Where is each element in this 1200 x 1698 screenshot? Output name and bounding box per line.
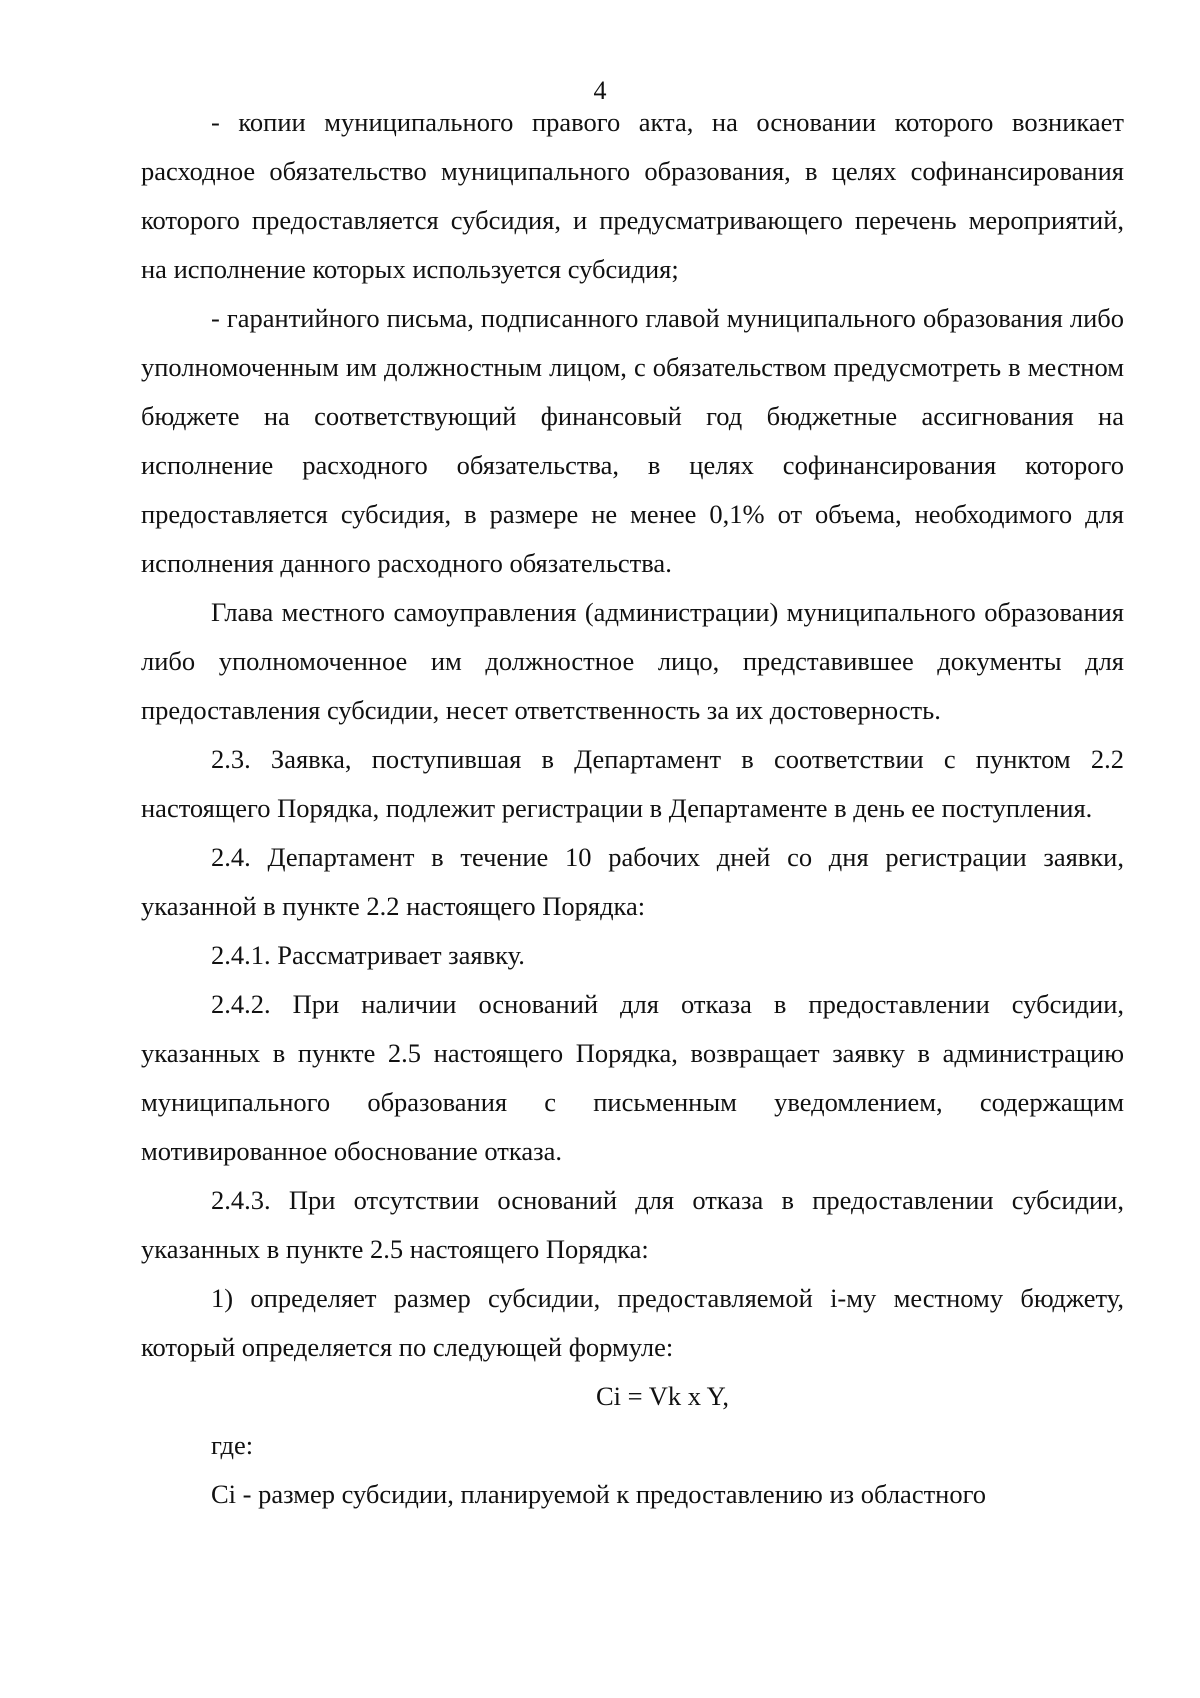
- page-number: 4: [593, 76, 607, 105]
- paragraph-subsidy-size: 1) определяет размер субсидии, предоставляемой i-му местному бюджету, который определяется по следующей формуле:: [141, 1283, 1124, 1362]
- paragraph-copy-of-act: - копии муниципального правого акта, на основании которого возникает расходное обязательство муниципального образования, в целях софинансирования которого предоставляется субсидия, и предусматривающего перечень мероприятий, на исполнение которых используется субсидия;: [141, 107, 1124, 284]
- paragraph-2-4-3: 2.4.3. При отсутствии оснований для отказа в предоставлении субсидии, указанных в пункте 2.5 настоящего Порядка:: [141, 1185, 1124, 1264]
- paragraph-ci-definition: Ci - размер субсидии, планируемой к предоставлению из областного: [211, 1479, 987, 1509]
- paragraph-where: где:: [211, 1430, 254, 1460]
- paragraph-2-4-2: 2.4.2. При наличии оснований для отказа в предоставлении субсидии, указанных в пункте 2.5 настоящего Порядка, возвращает заявку в администрацию муниципального образования с письменным уведомлением, содержащим мотивированное обоснование отказа.: [141, 989, 1124, 1166]
- paragraph-2-4-1: 2.4.1. Рассматривает заявку.: [211, 940, 525, 970]
- paragraph-head-responsibility: Глава местного самоуправления (администрации) муниципального образования либо уполномоченное им должностное лицо, представившее документы для предоставления субсидии, несет ответственность за их достоверность.: [141, 597, 1124, 725]
- paragraph-2-4: 2.4. Департамент в течение 10 рабочих дней со дня регистрации заявки, указанной в пункте 2.2 настоящего Порядка:: [141, 842, 1124, 921]
- paragraph-2-3: 2.3. Заявка, поступившая в Департамент в соответствии с пунктом 2.2 настоящего Порядка, подлежит регистрации в Департаменте в день ее поступления.: [141, 744, 1124, 823]
- formula: Ci = Vk x Y,: [595, 1381, 729, 1411]
- document-body: [141, 98, 1124, 1519]
- paragraph-guarantee-letter: - гарантийного письма, подписанного главой муниципального образования либо уполномоченным им должностным лицом, с обязательством предусмотреть в местном бюджете на соответствующий финансовый год бюджетные ассигнования на исполнение расходного обязательства, в целях софинансирования которого предоставляется субсидия, в размере не менее 0,1% от объема, необходимого для исполнения данного расходного обязательства.: [141, 303, 1124, 578]
